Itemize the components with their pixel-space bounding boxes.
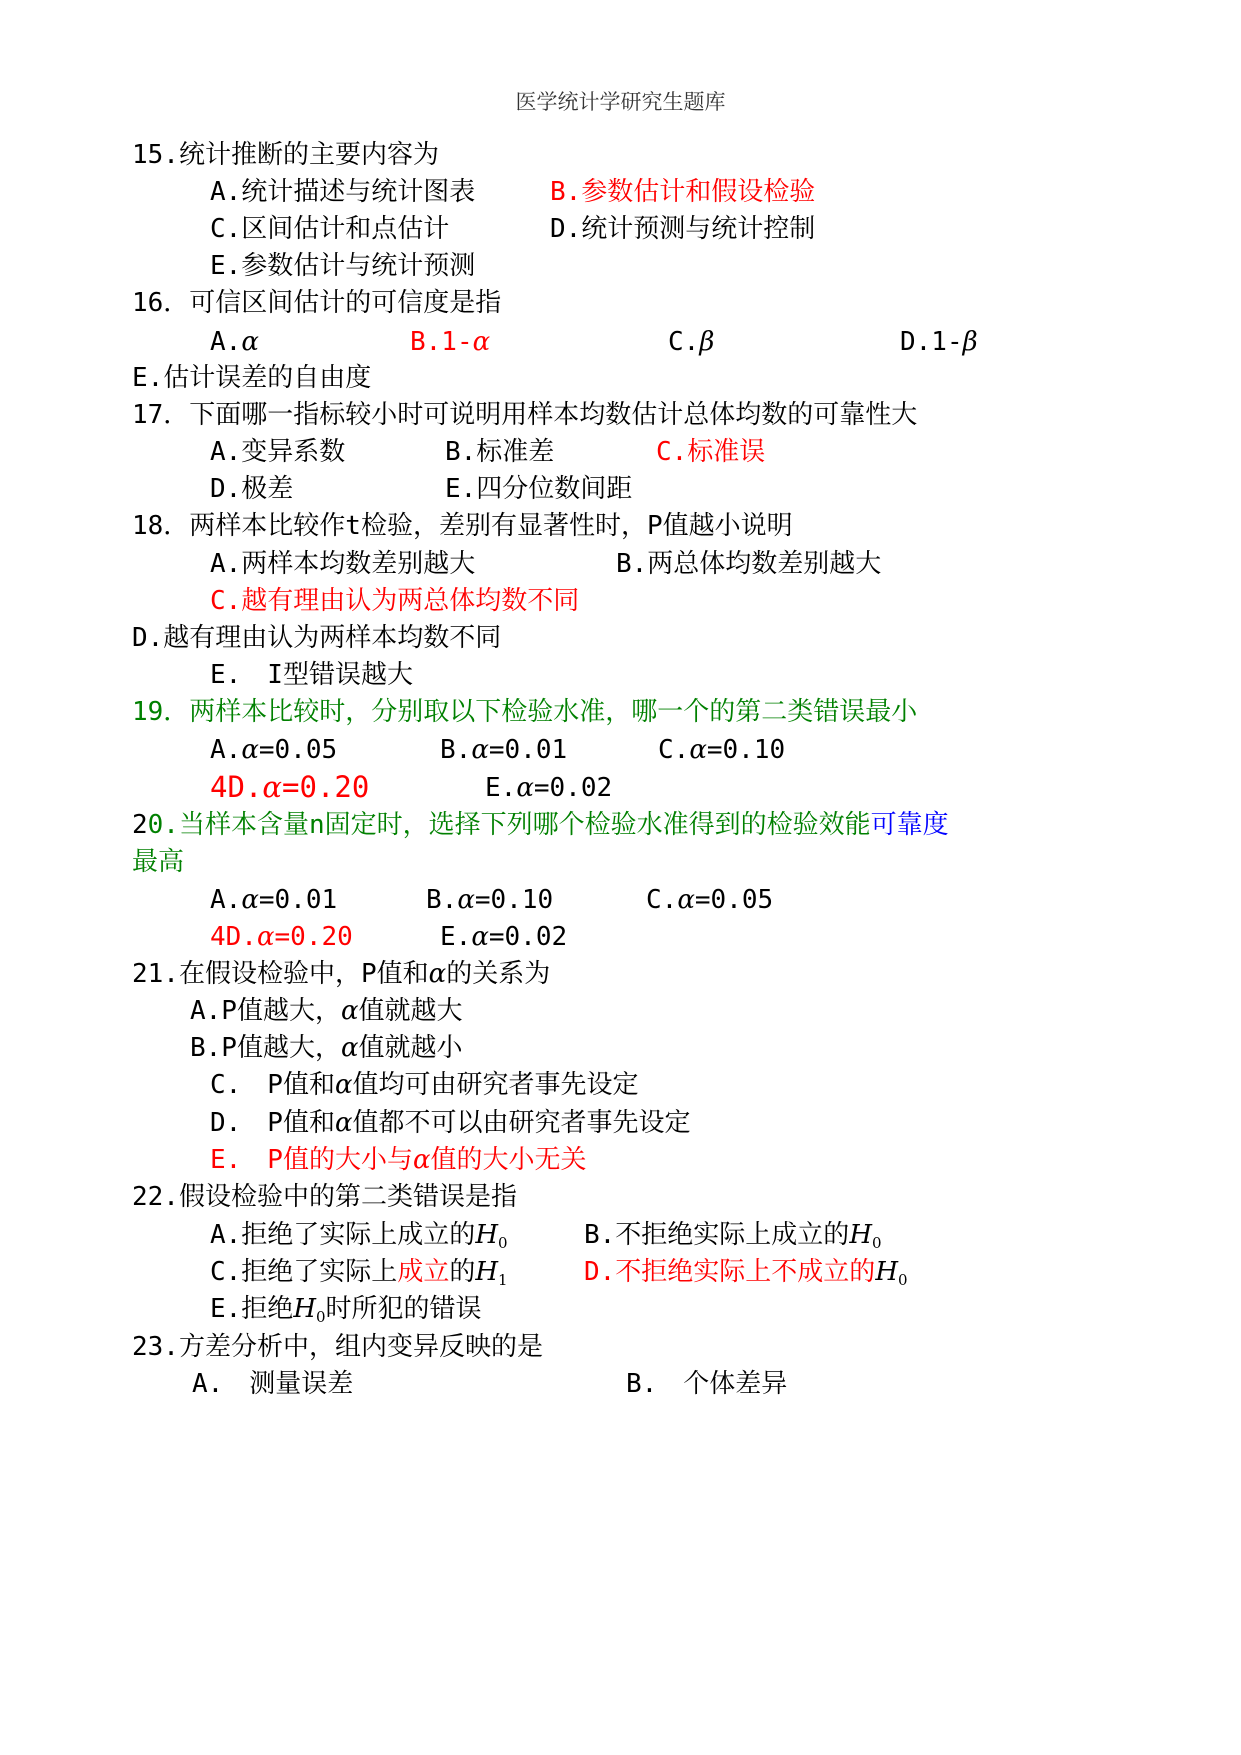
q18-option-d: D.越有理由认为两样本均数不同	[132, 623, 502, 653]
q16-option-b: B.1-α	[410, 327, 491, 357]
q16-option-c: C.β	[668, 327, 715, 357]
q23-option-a: A. 测量误差	[192, 1369, 354, 1399]
question-15-stem: 15.统计推断的主要内容为	[132, 140, 439, 170]
q21-option-c: C. P值和α值均可由研究者事先设定	[210, 1070, 639, 1100]
question-21-stem: 21.在假设检验中，P值和α的关系为	[132, 959, 551, 989]
q17-option-e: E.四分位数间距	[445, 474, 633, 504]
q18-option-e: E. I型错误越大	[210, 660, 413, 690]
q17-option-b: B.标准差	[445, 437, 555, 467]
q21-option-b: B.P值越大，α值就越小	[190, 1033, 463, 1063]
q15-option-d: D.统计预测与统计控制	[550, 214, 816, 244]
question-23-stem: 23.方差分析中，组内变异反映的是	[132, 1332, 543, 1362]
q15-option-a: A.统计描述与统计图表	[210, 177, 476, 207]
q22-option-c: C.拒绝了实际上成立的$H_1$	[210, 1257, 508, 1289]
q18-option-a: A.两样本均数差别越大	[210, 549, 476, 579]
question-22-stem: 22.假设检验中的第二类错误是指	[132, 1182, 517, 1212]
q19-option-a: A.α=0.05	[210, 735, 338, 765]
q20-option-b: B.α=0.10	[426, 885, 554, 915]
q15-option-c: C.区间估计和点估计	[210, 214, 450, 244]
q19-option-d: 4D.α=0.20	[210, 770, 370, 804]
q22-option-e: E.拒绝$H_0$时所犯的错误	[210, 1294, 482, 1326]
q19-option-e: E.α=0.02	[485, 773, 613, 803]
q17-option-d: D.极差	[210, 474, 294, 504]
q20-option-e: E.α=0.02	[440, 922, 568, 952]
q16-option-d: D.1-β	[900, 327, 978, 357]
q15-option-e: E.参数估计与统计预测	[210, 251, 476, 281]
q20-option-a: A.α=0.01	[210, 885, 338, 915]
q22-option-a: A.拒绝了实际上成立的$H_0$	[210, 1220, 508, 1252]
q21-option-d: D. P值和α值都不可以由研究者事先设定	[210, 1108, 691, 1138]
q23-option-b: B. 个体差异	[626, 1369, 788, 1399]
q15-option-b: B.参数估计和假设检验	[550, 177, 816, 207]
q16-option-e: E.估计误差的自由度	[132, 363, 372, 393]
q20-option-d: 4D.α=0.20	[210, 922, 353, 952]
q17-option-a: A.变异系数	[210, 437, 346, 467]
page-header: 医学统计学研究生题库	[515, 90, 726, 114]
q21-option-e: E. P值的大小与α值的大小无关	[210, 1145, 587, 1175]
q18-option-b: B.两总体均数差别越大	[616, 549, 882, 579]
question-20-stem: 20.当样本含量n固定时，选择下列哪个检验水准得到的检验效能可靠度	[132, 810, 949, 840]
question-20-stem-line2: 最高	[132, 847, 185, 877]
question-16-stem: 16．可信区间估计的可信度是指	[132, 288, 502, 318]
q22-option-b: B.不拒绝实际上成立的$H_0$	[584, 1220, 882, 1252]
q20-option-c: C.α=0.05	[646, 885, 774, 915]
q18-option-c: C.越有理由认为两总体均数不同	[210, 586, 580, 616]
q19-option-b: B.α=0.01	[440, 735, 568, 765]
question-19-stem: 19．两样本比较时，分别取以下检验水准，哪一个的第二类错误最小	[132, 697, 918, 727]
question-17-stem: 17．下面哪一指标较小时可说明用样本均数估计总体均数的可靠性大	[132, 400, 918, 430]
question-18-stem: 18．两样本比较作t检验，差别有显著性时，P值越小说明	[132, 511, 793, 541]
q22-option-d: D.不拒绝实际上不成立的$H_0$	[584, 1257, 908, 1289]
q17-option-c: C.标准误	[656, 437, 766, 467]
q21-option-a: A.P值越大，α值就越大	[190, 996, 463, 1026]
q19-option-c: C.α=0.10	[658, 735, 786, 765]
q16-option-a: A.α	[210, 327, 259, 357]
